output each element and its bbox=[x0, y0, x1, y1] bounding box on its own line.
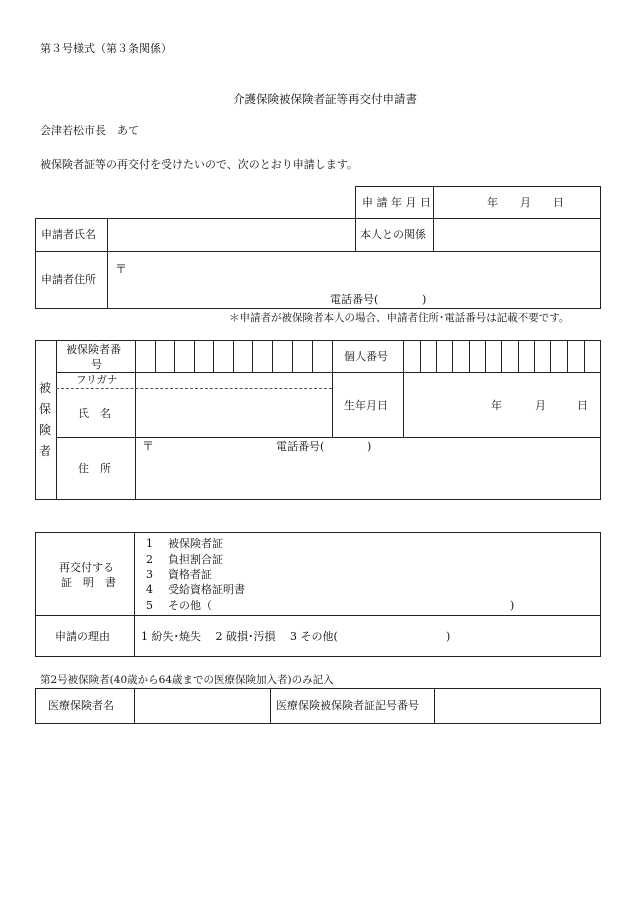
addressee: 会津若松市長 あて bbox=[40, 124, 139, 137]
option-text: 受給資格証明書 bbox=[168, 583, 245, 596]
reason-label: 申請の理由 bbox=[55, 630, 110, 643]
furigana-input[interactable] bbox=[136, 373, 332, 388]
insured-phone-close: ) bbox=[367, 440, 372, 453]
applicant-name-input[interactable] bbox=[108, 219, 354, 250]
option-number: 2 bbox=[146, 553, 153, 566]
page-title: 介護保険被保険者証等再交付申請書 bbox=[233, 92, 417, 106]
insured-number-label-2: 号 bbox=[91, 358, 102, 371]
birth-date-label: 生年月日 bbox=[344, 399, 388, 412]
reissue-option-2[interactable] bbox=[146, 554, 346, 568]
card-number-label: 医療保険被保険者証記号番号 bbox=[276, 699, 419, 712]
reissue-option-4[interactable] bbox=[146, 584, 346, 598]
option-text: 資格者証 bbox=[168, 568, 212, 581]
option-number: 1 bbox=[146, 537, 153, 550]
second-insured-heading: 第2号被保険者(40歳から64歳までの医療保険加入者)のみ記入 bbox=[40, 674, 334, 686]
card-number-input[interactable] bbox=[435, 689, 600, 723]
option-number: 5 bbox=[146, 599, 153, 612]
reissue-option-5[interactable] bbox=[146, 600, 526, 614]
option-text: 負担割合証 bbox=[168, 553, 223, 566]
applicant-note: ＊申請者が被保険者本人の場合、申請者住所･電話番号は記載不要です。 bbox=[229, 312, 570, 324]
insured-postal-mark: 〒 bbox=[142, 439, 155, 453]
option-number: 4 bbox=[146, 583, 153, 596]
insured-address-input[interactable] bbox=[136, 438, 600, 499]
insured-address-label: 住 所 bbox=[78, 462, 111, 475]
insured-name-label: 氏 名 bbox=[78, 407, 111, 420]
insured-side-label bbox=[38, 378, 52, 462]
relation-label: 本人との関係 bbox=[360, 228, 426, 241]
reason-close: ) bbox=[446, 630, 451, 643]
side-char-1: 被 bbox=[38, 381, 51, 395]
application-date-label: 申 請 年 月 日 bbox=[362, 196, 431, 209]
applicant-address-label: 申請者住所 bbox=[41, 273, 96, 286]
side-char-4: 者 bbox=[38, 444, 51, 458]
insurer-name-label: 医療保険者名 bbox=[48, 699, 114, 712]
personal-number-label: 個人番号 bbox=[344, 350, 388, 363]
reissue-label-2: 証 明 書 bbox=[61, 576, 116, 589]
applicant-phone-close: ) bbox=[422, 293, 427, 306]
applicant-phone-label: 電話番号( bbox=[330, 293, 379, 306]
form-number: 第３号様式（第３条関係） bbox=[40, 42, 172, 55]
birth-date-input[interactable] bbox=[404, 373, 600, 436]
date-year-label: 年 bbox=[487, 196, 498, 209]
applicant-postal-mark: 〒 bbox=[115, 262, 128, 276]
side-char-3: 険 bbox=[38, 423, 51, 437]
relation-input[interactable] bbox=[434, 219, 600, 250]
reissue-label-1: 再交付する bbox=[59, 561, 114, 574]
insured-name-input[interactable] bbox=[136, 389, 332, 436]
option-number: 3 bbox=[146, 568, 153, 581]
furigana-label: フリガナ bbox=[76, 374, 118, 386]
application-date-input[interactable] bbox=[434, 187, 600, 218]
intro-text: 被保険者証等の再交付を受けたいので、次のとおり申請します。 bbox=[40, 158, 358, 171]
insured-phone-label: 電話番号( bbox=[276, 440, 325, 453]
birth-month-label: 月 bbox=[535, 399, 546, 412]
reissue-option-3[interactable] bbox=[146, 569, 346, 583]
reason-options[interactable]: 1 紛失･焼失 2 破損･汚損 3 その他( bbox=[141, 630, 338, 643]
option-text: 被保険者証 bbox=[168, 537, 223, 550]
date-month-label: 月 bbox=[520, 196, 531, 209]
insured-number-label-1: 被保険者番 bbox=[66, 343, 121, 356]
birth-day-label: 日 bbox=[577, 399, 588, 412]
insured-number-input[interactable] bbox=[136, 341, 332, 372]
date-day-label: 日 bbox=[553, 196, 564, 209]
side-char-2: 保 bbox=[38, 402, 51, 416]
personal-number-input[interactable] bbox=[404, 341, 600, 372]
reissue-option-1[interactable] bbox=[146, 538, 346, 552]
birth-year-label: 年 bbox=[491, 399, 502, 412]
option-text: その他（ bbox=[168, 599, 212, 612]
applicant-name-label: 申請者氏名 bbox=[41, 228, 96, 241]
insurer-name-input[interactable] bbox=[135, 689, 269, 723]
other-close: ) bbox=[510, 599, 515, 612]
